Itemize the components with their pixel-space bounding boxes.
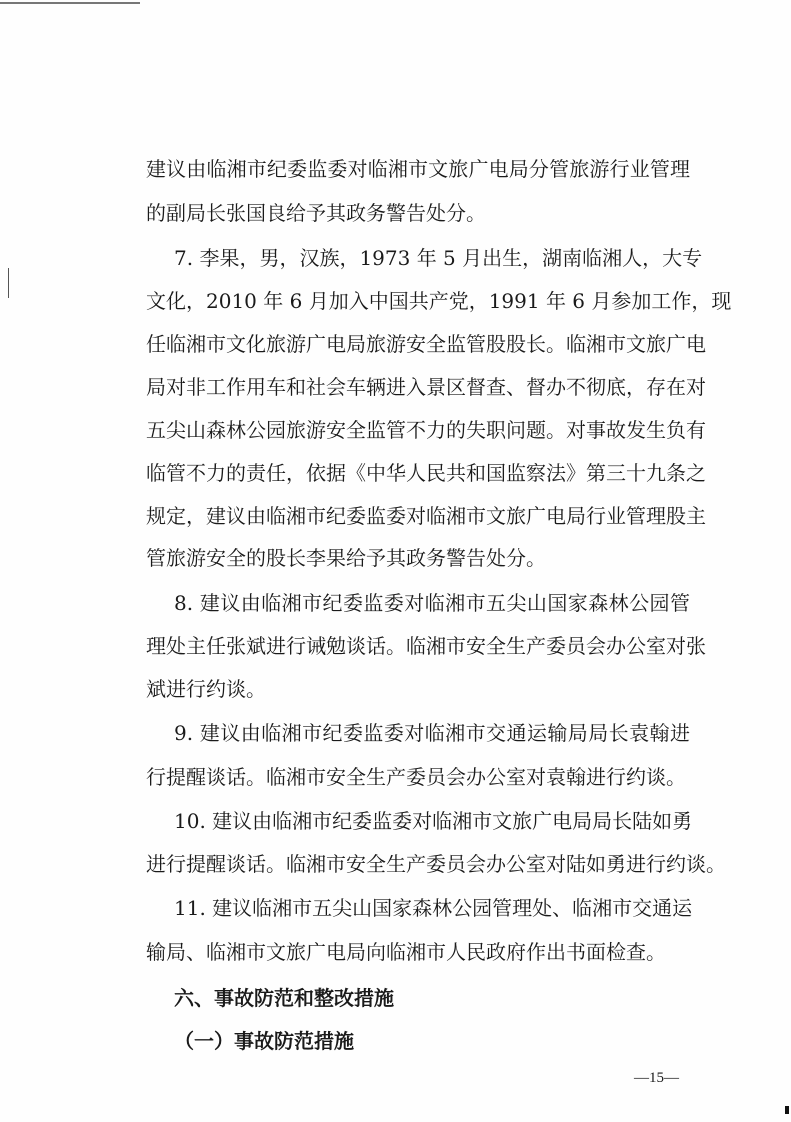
text-line: 行提醒谈话。临湘市安全生产委员会办公室对袁翰进行约谈。 [146, 765, 686, 789]
text-line: 输局、临湘市文旅广电局向临湘市人民政府作出书面检查。 [146, 940, 666, 964]
text-line: 规定，建议由临湘市纪委监委对临湘市文旅广电局行业管理股主 [146, 504, 706, 528]
section-heading: （一）事故防范措施 [174, 1029, 354, 1053]
text-line: 10. 建议由临湘市纪委监委对临湘市文旅广电局局长陆如勇 [174, 809, 693, 833]
text-line: 局对非工作用车和社会车辆进入景区督查、督办不彻底，存在对 [146, 375, 706, 399]
scan-corner-mark [785, 1106, 789, 1114]
text-line: 进行提醒谈话。临湘市安全生产委员会办公室对陆如勇进行约谈。 [146, 852, 726, 876]
page-number: —15— [634, 1070, 679, 1086]
text-line: 9. 建议由临湘市纪委监委对临湘市交通运输局局长袁翰进 [174, 721, 690, 745]
text-line: 11. 建议临湘市五尖山国家森林公园管理处、临湘市交通运 [174, 896, 693, 920]
text-line: 五尖山森林公园旅游安全监管不力的失职问题。对事故发生负有 [146, 418, 706, 442]
text-line: 理处主任张斌进行诫勉谈话。临湘市安全生产委员会办公室对张 [146, 634, 706, 658]
text-line: 建议由临湘市纪委监委对临湘市文旅广电局分管旅游行业管理 [146, 157, 690, 181]
text-line: 8. 建议由临湘市纪委监委对临湘市五尖山国家森林公园管 [174, 591, 690, 615]
text-line: 斌进行约谈。 [146, 677, 266, 701]
text-line: 临管不力的责任，依据《中华人民共和国监察法》第三十九条之 [146, 461, 706, 485]
text-line: 文化，2010 年 6 月加入中国共产党，1991 年 6 月参加工作，现 [146, 289, 732, 313]
text-line: 任临湘市文化旅游广电局旅游安全监管股股长。临湘市文旅广电 [146, 332, 706, 356]
text-line: 的副局长张国良给予其政务警告处分。 [146, 201, 486, 225]
text-line: 管旅游安全的股长李果给予其政务警告处分。 [146, 546, 546, 570]
scan-edge-line [0, 2, 140, 4]
scan-margin-mark [8, 268, 9, 298]
text-line: 7. 李果，男，汉族，1973 年 5 月出生，湖南临湘人，大专 [174, 246, 703, 270]
section-heading: 六、事故防范和整改措施 [174, 986, 394, 1010]
